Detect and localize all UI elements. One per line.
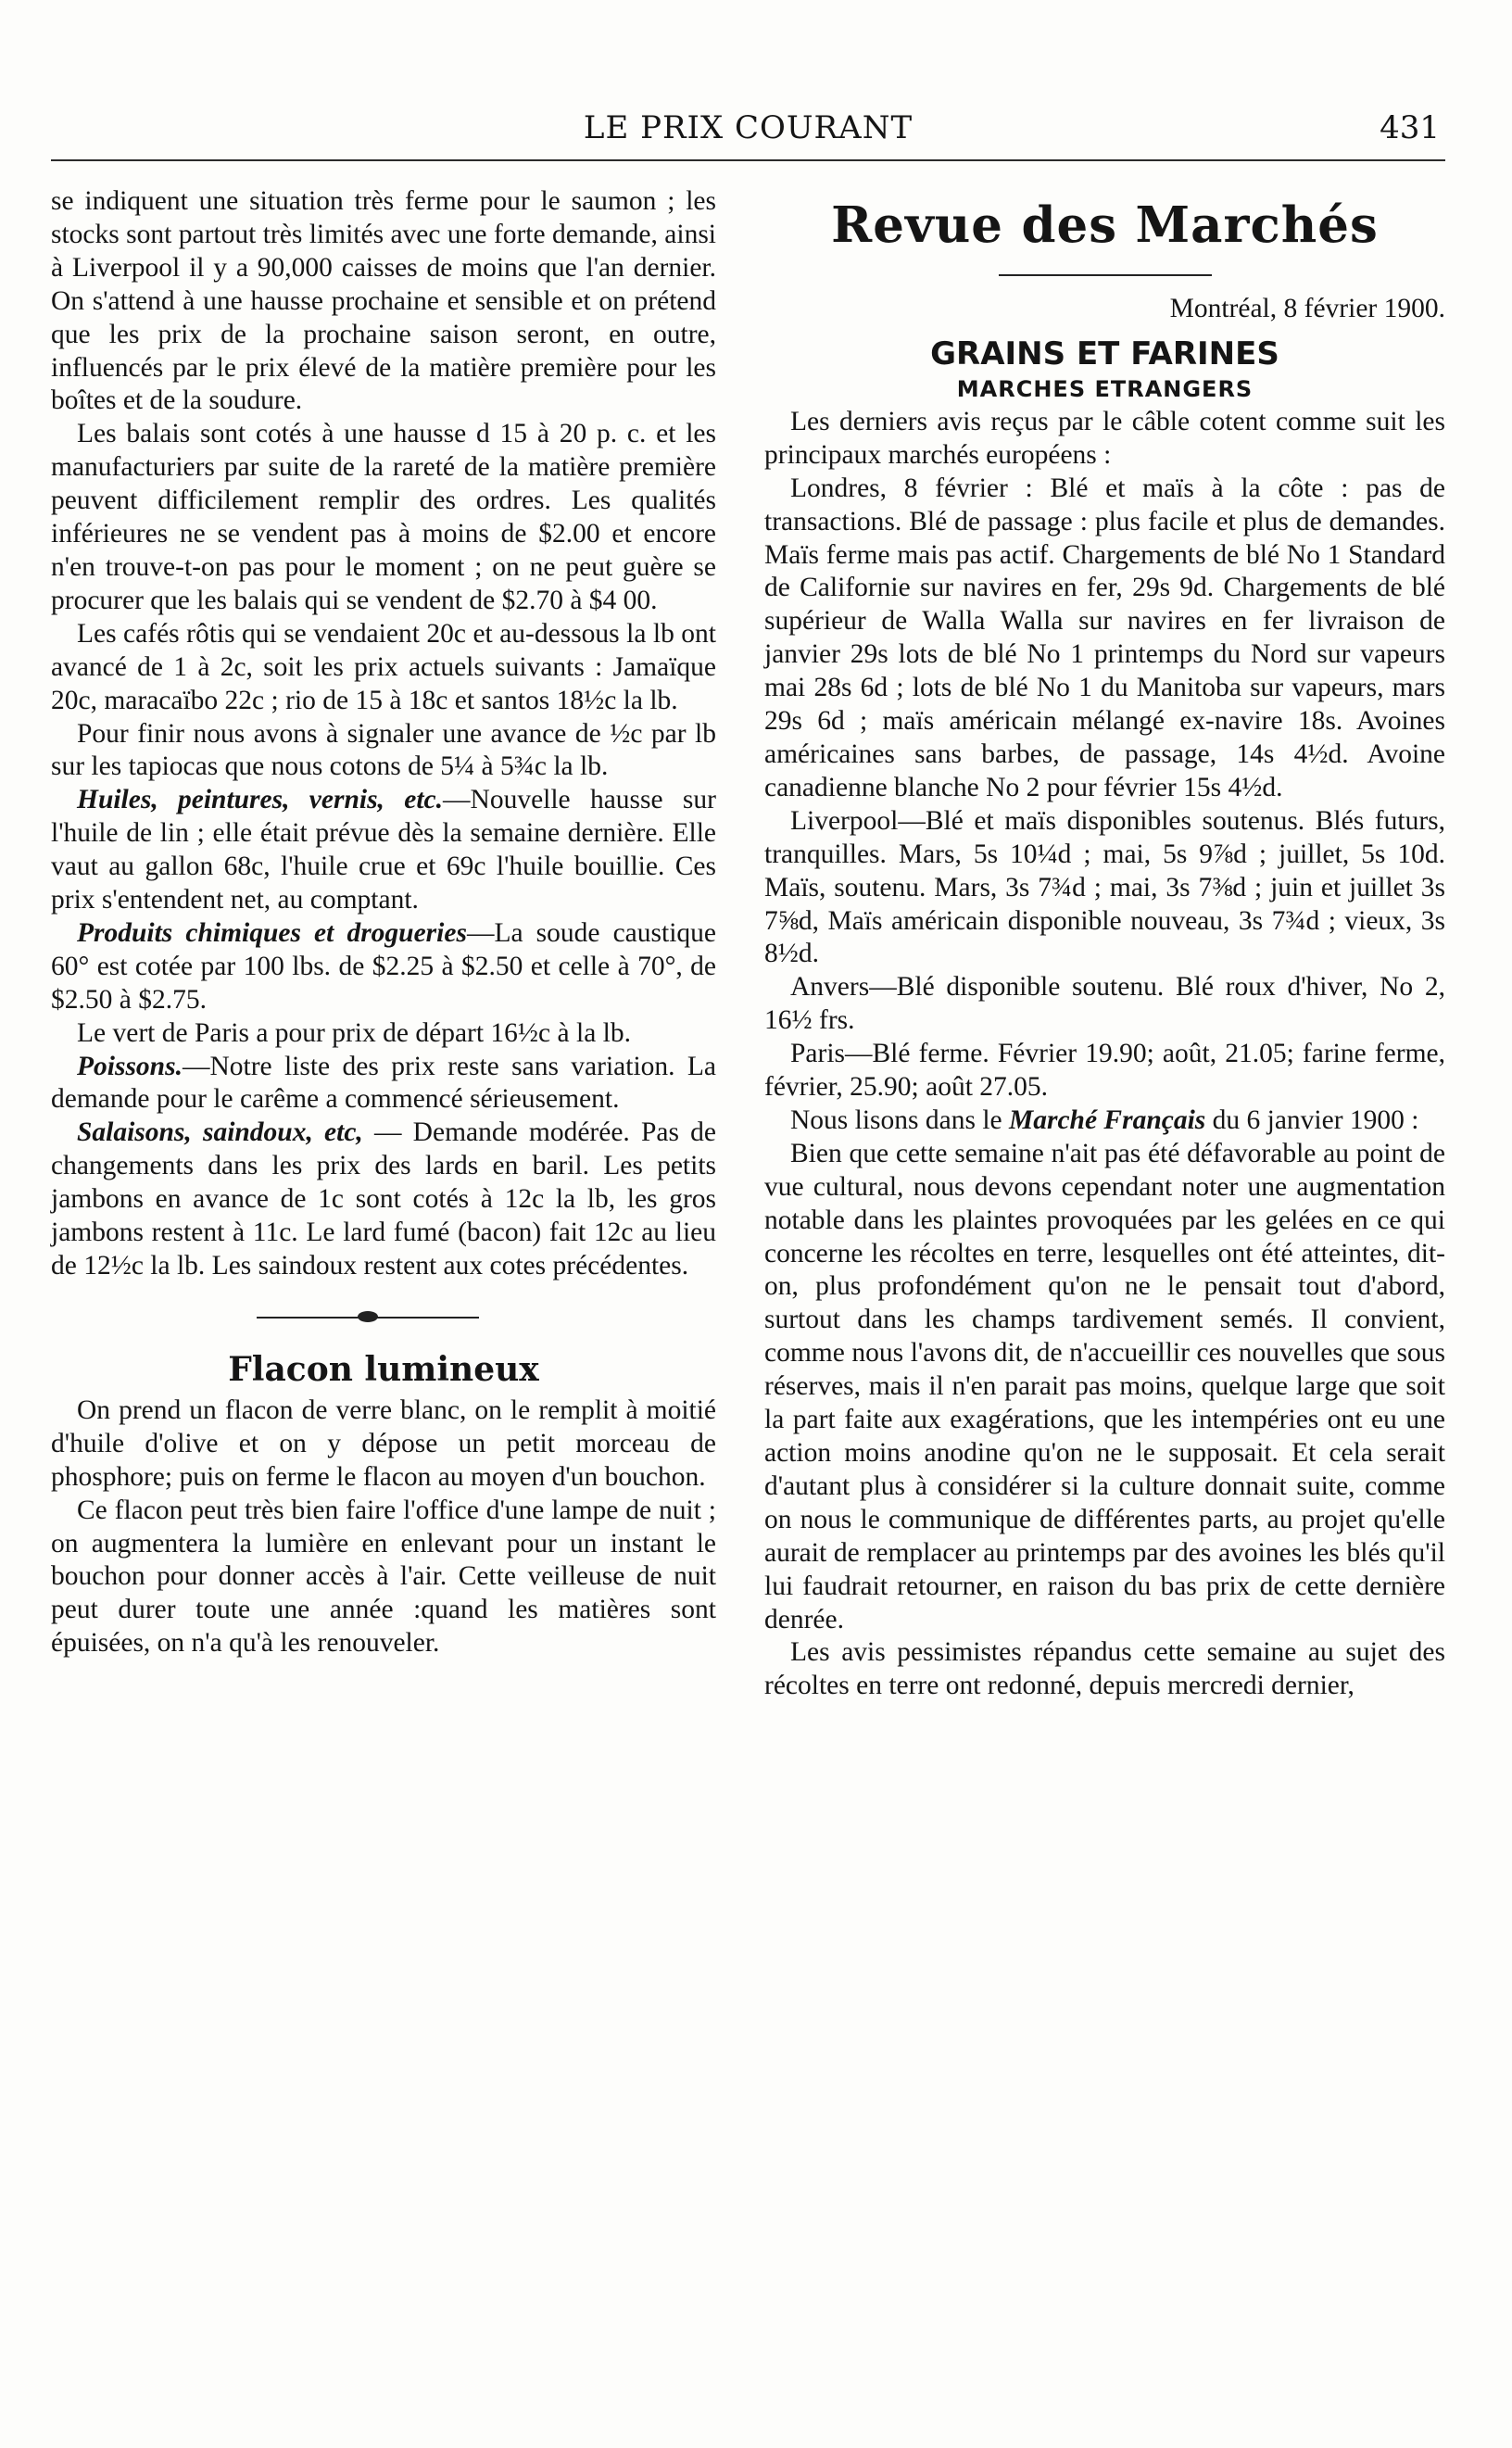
londres-paragraph: Londres, 8 février : Blé et maïs à la côte : pas de transactions. Blé de passage : plus facile et plus de demandes. Maïs ferme mais pas actif. Chargements de blé No 1 Standard de Californie sur navires en fer, 29s 9d. Chargements de blé supérieur de Walla Walla sur navires en fer livraison de janvier 29s lots de blé No 1 printemps du Nord sur vapeurs mai 28s 6d ; lots de blé No 1 du Manitoba sur vapeurs, mars 29s 6d ; maïs américain mélangé ex-navire 18s. Avoines américaines sans barbes, de passage, 14s 4½d. Avoine canadienne blanche No 2 pour février 15s 4½d. [764,473,1445,802]
flacon-paragraph-2: Ce flacon peut très bien faire l'office d'une lampe de nuit ; on augmentera la lumière en enlevant pour un instant le bouchon pour donner accès à l'air. Cette veilleuse de nuit peut durer toute une année :quand les matières sont épuisées, on n'a qu'à les renouveler. [51,1495,716,1659]
produits-lead: Produits chimiques et drogueries [77,917,467,948]
huiles-text: —Nouvelle hausse sur l'huile de lin ; elle était prévue dès la semaine dernière. Elle vaut au gallon 68c, l'huile crue et 69c l'huile bouillie. Ces prix s'entendent net, au comptant. [51,785,716,915]
produits-text: —La soude caustique 60° est cotée par 100 lbs. de $2.25 à $2.50 et celle à 70°, de $2.50 à $2.75. [51,917,716,1015]
huiles-lead: Huiles, peintures, vernis, etc. [77,785,444,815]
section-masthead: Revue des Marchés [831,196,1379,254]
poissons-paragraph [51,1051,716,1117]
divider-ornament [358,1311,378,1322]
salaisons-text: — Demande modérée. Pas de changements dans les prix des lards en baril. Les petits jambons en avance de 1c sont cotés à 12c la lb, les gros jambons restent à 11c. Le lard fumé (bacon) fait 12c au lieu de 12½c la lb. Les saindoux restent aux cotes précédentes. [51,1117,717,1281]
running-header [51,104,1445,161]
section-divider [51,1294,716,1341]
vert-de-paris-paragraph: Le vert de Paris a pour prix de départ 16½c à la lb. [77,1017,631,1048]
balais-paragraph: Les balais sont cotés à une hausse d 15 à 20 p. c. et les manufacturiers par suite de la rareté de la matière première peuvent difficilement remplir des ordres. Les qualités inférieures ne se vendent pas à moins de $2.00 et encore n'en trouve-t-on pas pour le moment ; on ne peut guère se procurer que les balais qui se vendent de $2.70 à $4 00. [51,419,716,615]
intro-paragraph: Les derniers avis reçus par le câble cotent comme suit les principaux marchés européens : [764,406,1445,470]
liverpool-paragraph: Liverpool—Blé et maïs disponibles soutenus. Blés futurs, tranquilles. Mars, 5s 10¼d ; mai, 5s 9⅞d ; juillet, 5s 10d. Maïs, soutenu. Mars, 3s 7¾d ; mai, 3s 7⅜d ; juin et juillet 3s 7⅝d, Maïs américain disponible nouveau, 3s 7¾d ; vieux, 3s 8½d. [764,805,1445,969]
poissons-text: —Notre liste des prix reste sans variation. La demande pour le carême a commencé sérieusement. [51,1051,716,1115]
publication-title: LE PRIX COURANT [583,109,914,146]
poissons-lead: Poissons. [77,1051,183,1081]
masthead-rule [999,274,1212,276]
salaisons-lead: Salaisons, saindoux, etc, [77,1117,363,1148]
salaisons-paragraph [51,1117,716,1283]
huiles-paragraph [51,784,716,917]
left-column [51,185,716,1660]
paris-paragraph: Paris—Blé ferme. Février 19.90; août, 21.05; farine ferme, février, 25.90; août 27.05. [764,1039,1445,1103]
anvers-paragraph: Anvers—Blé disponible soutenu. Blé roux d'hiver, No 2, 16½ frs. [764,972,1445,1036]
tapioca-paragraph: Pour finir nous avons à signaler une avance de ½c par lb sur les tapiocas que nous cotons de 5¼ à 5¾c la lb. [51,718,716,782]
avis-paragraph: Les avis pessimistes répandus cette semaine au sujet des récoltes en terre ont redonné, depuis mercredi dernier, [764,1637,1445,1701]
cultural-paragraph: Bien que cette semaine n'ait pas été défavorable au point de vue cultural, nous devons cependant noter une augmentation notable dans les plaintes provoquées par les gelées en ce qui concerne les récoltes en terre, lesquelles ont été atteintes, dit-on, plus profondément qu'on ne le pensait tout d'abord, surtout dans les champs tardivement semés. Il convient, comme nous l'avons dit, de n'accueillir ces nouvelles que sous réserves, mais il n'en parait pas moins, quelque large que soit la part faite aux exagérations, que les intempéries ont eu une action moins anodine qu'on ne le supposait. Et cela serait d'autant plus à considérer si la culture donnait suite, comme on nous le communique de différentes parts, au projet qu'elle aurait de remplacer au printemps par des avoines les blés qu'il lui faudrait retourner, en raison du bas prix de cette dernière denrée. [764,1138,1445,1634]
marche-francais-title: Marché Français [1009,1104,1206,1135]
produits-paragraph [51,917,716,1017]
citation-intro [764,1104,1445,1138]
section-heading: GRAINS ET FARINES [930,334,1279,372]
citation-post: du 6 janvier 1900 : [1205,1104,1419,1135]
cafes-paragraph: Les cafés rôtis qui se vendaient 20c et au-dessous la lb ont avancé de 1 à 2c, soit les prix actuels suivants : Jamaïque 20c, maracaïbo 22c ; rio de 15 à 18c et santos 18½c la lb. [51,618,716,715]
right-column [764,185,1445,1703]
flacon-heading: Flacon lumineux [228,1349,539,1389]
citation-pre: Nous lisons dans le [790,1104,1009,1135]
flacon-paragraph-1: On prend un flacon de verre blanc, on le remplit à moitié d'huile d'olive et on y dépose un petit morceau de phosphore; puis on ferme le flacon au moyen d'un bouchon. [51,1394,716,1492]
subheading: MARCHES ETRANGERS [956,375,1254,402]
salmon-paragraph: se indiquent une situation très ferme pour le saumon ; les stocks sont partout très limités avec une forte demande, ainsi à Liverpool il y a 90,000 caisses de moins que l'an dernier. On s'attend à une hausse prochaine et sensible et on prétend que les prix de la prochaine saison seront, en outre, influencés par le prix élevé de la matière première pour les boîtes et de la soudure. [51,186,716,416]
page-number: 431 [1380,109,1440,146]
dateline: Montréal, 8 février 1900. [1169,294,1445,323]
